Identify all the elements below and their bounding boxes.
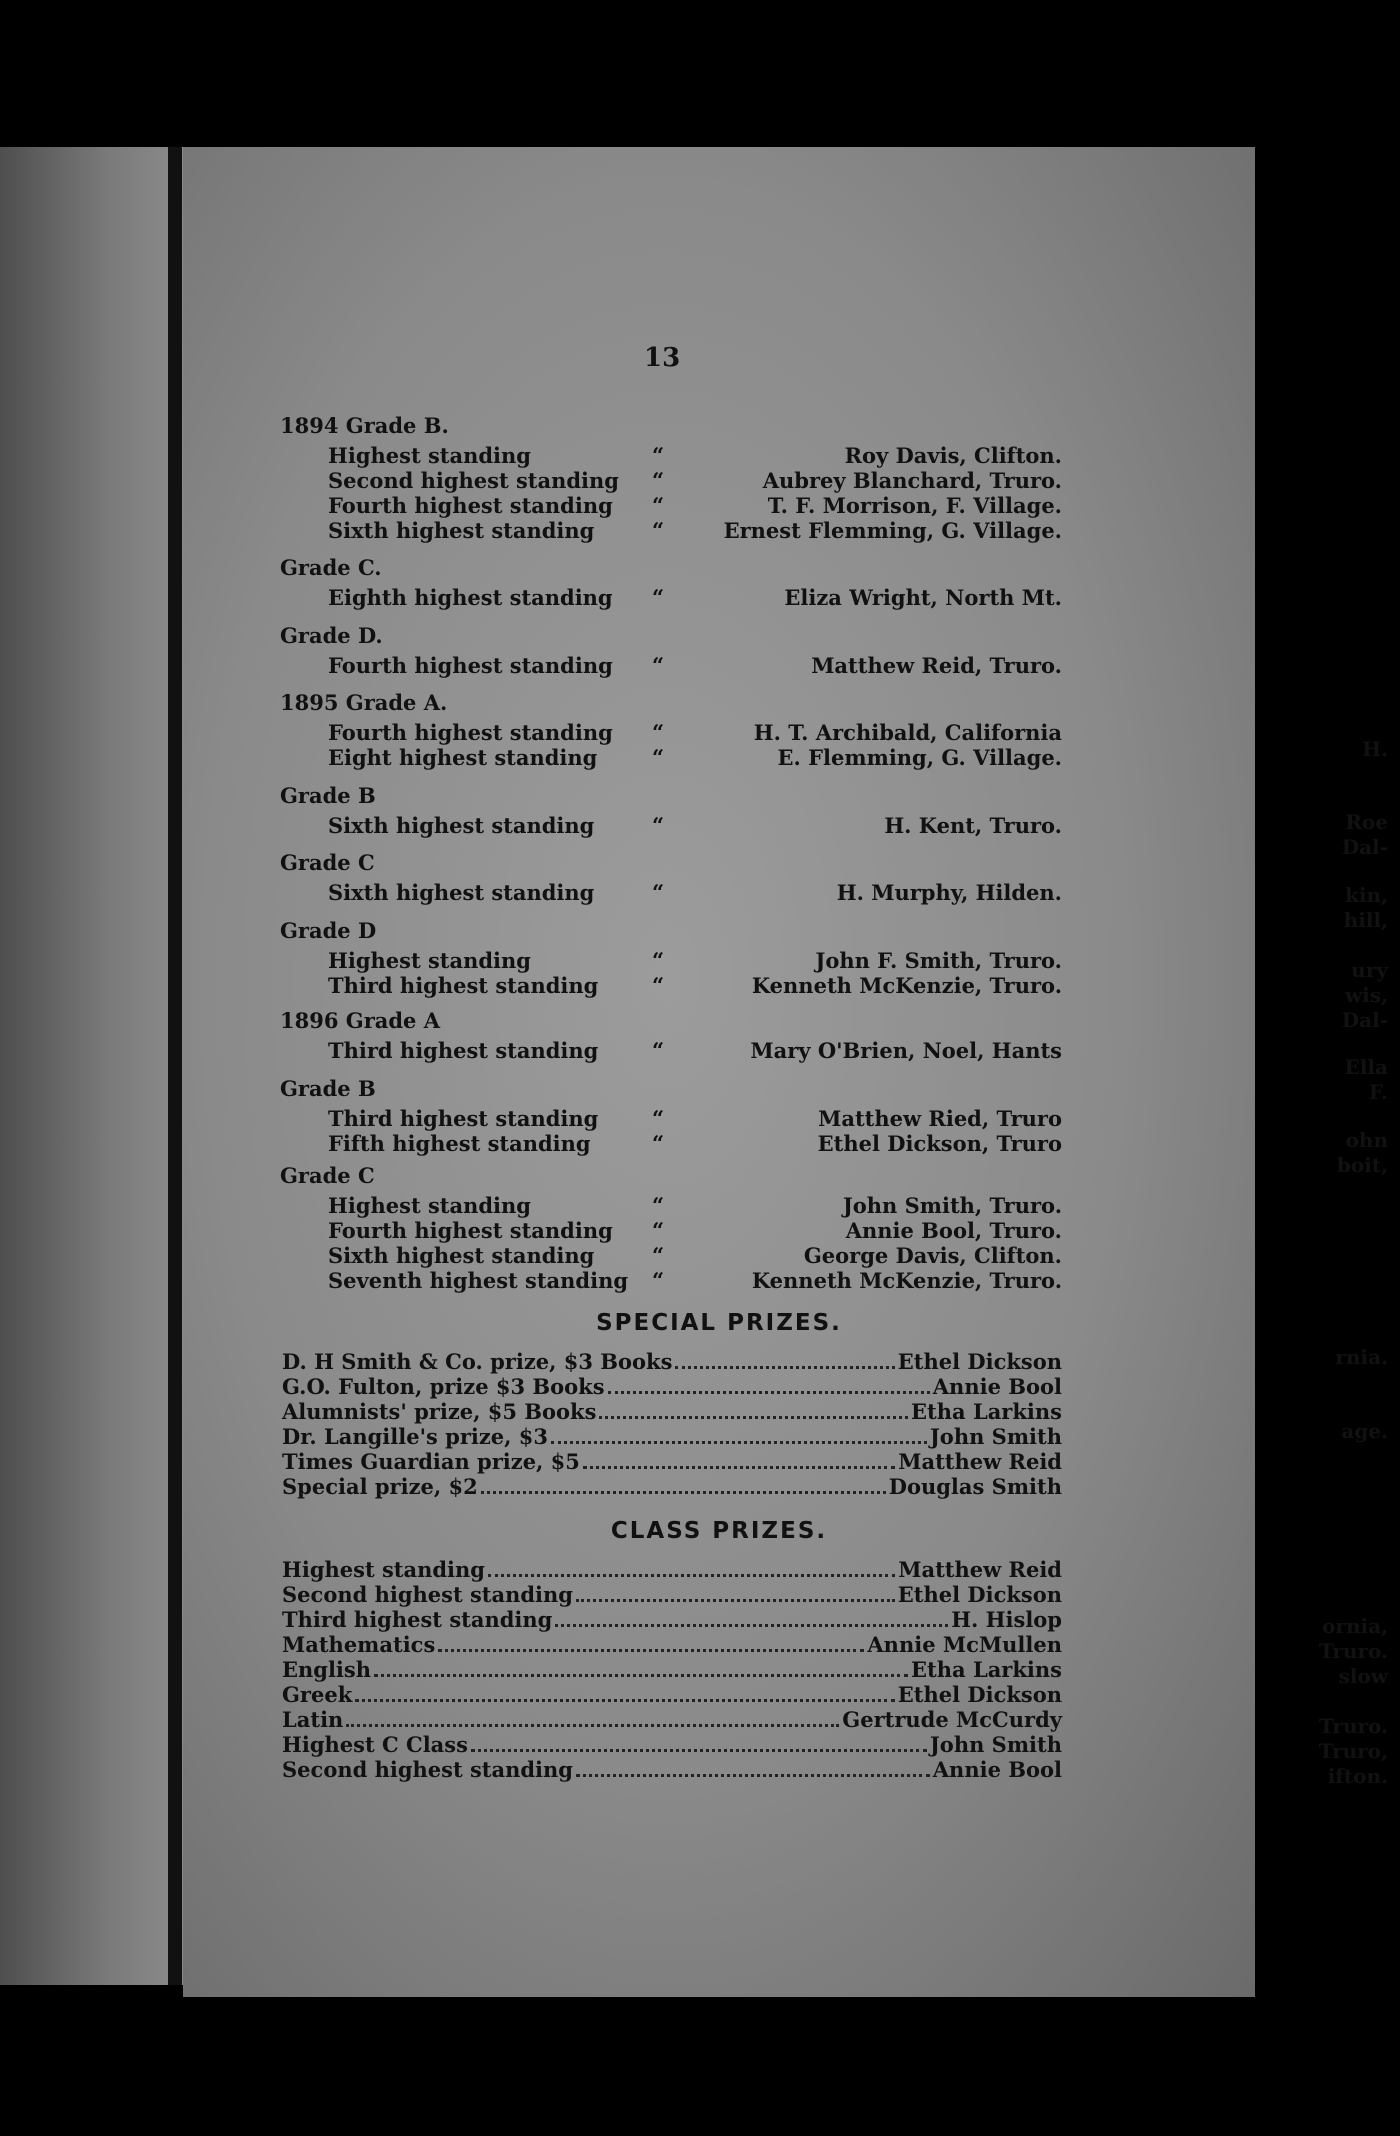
left-page xyxy=(0,147,196,1985)
ditto-mark: “ xyxy=(652,973,665,998)
dot-leader xyxy=(374,1674,908,1677)
left-page-fragment: ifton. xyxy=(1327,1764,1388,1788)
left-page-fragment: kin, xyxy=(1345,883,1388,907)
prize-label: English xyxy=(282,1657,372,1682)
left-page-fragment: ury xyxy=(1351,958,1388,982)
prize-recipient: Matthew Reid xyxy=(898,1449,1062,1474)
grade-heading: Grade C xyxy=(280,1163,375,1188)
prize-recipient: Douglas Smith xyxy=(888,1474,1062,1499)
ditto-mark: “ xyxy=(652,1193,665,1218)
prize-recipient: Ethel Dickson xyxy=(897,1682,1062,1707)
prize-recipient: Etha Larkins xyxy=(911,1399,1062,1424)
ditto-mark: “ xyxy=(652,813,665,838)
ditto-mark: “ xyxy=(652,1268,665,1293)
dot-leader xyxy=(576,1774,930,1777)
grade-heading: 1894 Grade B. xyxy=(280,413,449,438)
grade-heading: Grade C. xyxy=(280,555,382,580)
ditto-mark: “ xyxy=(652,1131,665,1156)
prize-row xyxy=(282,1657,1062,1682)
prize-label: Second highest standing xyxy=(282,1582,573,1607)
standing-row xyxy=(280,720,1062,746)
standing-label: Third highest standing xyxy=(328,1106,599,1131)
ditto-mark: “ xyxy=(652,745,665,770)
recipient-name: H. Murphy, Hilden. xyxy=(836,880,1062,905)
standing-row xyxy=(280,1193,1062,1219)
ditto-mark: “ xyxy=(652,518,665,543)
prize-recipient: John Smith xyxy=(929,1732,1062,1757)
prize-recipient: Matthew Reid xyxy=(898,1557,1062,1582)
prize-row xyxy=(282,1424,1062,1449)
recipient-name: Mary O'Brien, Noel, Hants xyxy=(750,1038,1062,1063)
dot-leader xyxy=(488,1574,895,1577)
standing-label: Sixth highest standing xyxy=(328,518,595,543)
prize-row xyxy=(282,1582,1062,1607)
standing-row xyxy=(280,1243,1062,1269)
prize-row xyxy=(282,1707,1062,1732)
dot-leader xyxy=(675,1366,894,1369)
standing-label: Sixth highest standing xyxy=(328,880,595,905)
left-page-fragment: boit, xyxy=(1336,1153,1388,1177)
left-page-fragment: slow xyxy=(1338,1664,1388,1688)
standing-label: Third highest standing xyxy=(328,1038,599,1063)
recipient-name: Roy Davis, Clifton. xyxy=(844,443,1062,468)
standing-row xyxy=(280,1268,1062,1294)
recipient-name: Kenneth McKenzie, Truro. xyxy=(751,973,1062,998)
grade-heading: Grade B xyxy=(280,1076,376,1101)
prize-row xyxy=(282,1349,1062,1374)
dot-leader xyxy=(555,1624,948,1627)
prize-recipient: Ethel Dickson xyxy=(897,1582,1062,1607)
standing-label: Eight highest standing xyxy=(328,745,598,770)
prize-recipient: Annie Bool xyxy=(932,1374,1062,1399)
prize-row xyxy=(282,1682,1062,1707)
recipient-name: Kenneth McKenzie, Truro. xyxy=(751,1268,1062,1293)
standing-label: Sixth highest standing xyxy=(328,1243,595,1268)
prize-label: Mathematics xyxy=(282,1632,436,1657)
prize-label: Special prize, $2 xyxy=(282,1474,478,1499)
special-prizes-heading: SPECIAL PRIZES. xyxy=(596,1310,842,1336)
grade-heading: Grade D xyxy=(280,918,377,943)
ditto-mark: “ xyxy=(652,653,665,678)
standing-row xyxy=(280,443,1062,469)
left-page-fragment: age. xyxy=(1341,1419,1388,1443)
standing-label: Seventh highest standing xyxy=(328,1268,629,1293)
prize-label: Alumnists' prize, $5 Books xyxy=(282,1399,597,1424)
left-page-fragment: Truro. xyxy=(1319,1714,1388,1738)
recipient-name: T. F. Morrison, F. Village. xyxy=(767,493,1062,518)
recipient-name: Annie Bool, Truro. xyxy=(845,1218,1062,1243)
left-page-fragment: ornia, xyxy=(1322,1614,1388,1638)
left-page-fragment: ohn xyxy=(1345,1128,1388,1152)
grade-heading: Grade C xyxy=(280,850,375,875)
prize-row xyxy=(282,1399,1062,1424)
grade-heading: 1895 Grade A. xyxy=(280,690,448,715)
standing-row xyxy=(280,468,1062,494)
prize-label: Dr. Langille's prize, $3 xyxy=(282,1424,549,1449)
standing-label: Highest standing xyxy=(328,1193,531,1218)
standing-label: Fourth highest standing xyxy=(328,1218,613,1243)
recipient-name: Ethel Dickson, Truro xyxy=(817,1131,1062,1156)
recipient-name: George Davis, Clifton. xyxy=(803,1243,1062,1268)
standing-row xyxy=(280,745,1062,771)
dot-leader xyxy=(599,1416,908,1419)
dot-leader xyxy=(583,1466,895,1469)
standing-row xyxy=(280,493,1062,519)
ditto-mark: “ xyxy=(652,1218,665,1243)
prize-label: Third highest standing xyxy=(282,1607,553,1632)
grade-heading: Grade B xyxy=(280,783,376,808)
standing-row xyxy=(280,973,1062,999)
standing-label: Fifth highest standing xyxy=(328,1131,591,1156)
standing-row xyxy=(280,813,1062,839)
prize-label: G.O. Fulton, prize $3 Books xyxy=(282,1374,605,1399)
dot-leader xyxy=(471,1749,927,1752)
left-page-fragment: H. xyxy=(1362,737,1388,761)
standing-label: Fourth highest standing xyxy=(328,493,613,518)
prize-label: Greek xyxy=(282,1682,353,1707)
recipient-name: E. Flemming, G. Village. xyxy=(777,745,1062,770)
prize-label: Second highest standing xyxy=(282,1757,573,1782)
prize-row xyxy=(282,1732,1062,1757)
ditto-mark: “ xyxy=(652,880,665,905)
standing-row xyxy=(280,880,1062,906)
recipient-name: H. T. Archibald, California xyxy=(753,720,1062,745)
recipient-name: Matthew Reid, Truro. xyxy=(811,653,1062,678)
prize-recipient: Gertrude McCurdy xyxy=(842,1707,1062,1732)
standing-label: Highest standing xyxy=(328,948,531,973)
dot-leader xyxy=(438,1649,864,1652)
prize-recipient: Annie McMullen xyxy=(867,1632,1062,1657)
prize-row xyxy=(282,1757,1062,1782)
prize-recipient: Ethel Dickson xyxy=(897,1349,1062,1374)
standing-row xyxy=(280,653,1062,679)
recipient-name: H. Kent, Truro. xyxy=(884,813,1062,838)
prize-label: Latin xyxy=(282,1707,344,1732)
dot-leader xyxy=(481,1491,886,1494)
standing-row xyxy=(280,948,1062,974)
prize-recipient: Annie Bool xyxy=(932,1757,1062,1782)
dot-leader xyxy=(346,1724,839,1727)
recipient-name: Aubrey Blanchard, Truro. xyxy=(762,468,1062,493)
prize-recipient: H. Hislop xyxy=(951,1607,1062,1632)
prize-label: Times Guardian prize, $5 xyxy=(282,1449,580,1474)
dot-leader xyxy=(551,1441,927,1444)
standing-label: Second highest standing xyxy=(328,468,619,493)
ditto-mark: “ xyxy=(652,948,665,973)
prize-row xyxy=(282,1632,1062,1657)
left-page-fragment: Truro, xyxy=(1318,1739,1388,1763)
grade-heading: 1896 Grade A xyxy=(280,1008,441,1033)
prize-recipient: Etha Larkins xyxy=(911,1657,1062,1682)
left-page-fragment: Ella xyxy=(1344,1055,1388,1079)
prize-label: D. H Smith & Co. prize, $3 Books xyxy=(282,1349,673,1374)
left-page-fragment: hill, xyxy=(1343,908,1388,932)
prize-label: Highest standing xyxy=(282,1557,485,1582)
prize-row xyxy=(282,1474,1062,1499)
dot-leader xyxy=(576,1599,895,1602)
page-number: 13 xyxy=(644,343,681,373)
standing-row xyxy=(280,1106,1062,1132)
ditto-mark: “ xyxy=(652,720,665,745)
ditto-mark: “ xyxy=(652,1243,665,1268)
recipient-name: Ernest Flemming, G. Village. xyxy=(723,518,1062,543)
ditto-mark: “ xyxy=(652,443,665,468)
standing-row xyxy=(280,1218,1062,1244)
standing-row xyxy=(280,1038,1062,1064)
left-page-fragment: Truro. xyxy=(1319,1639,1388,1663)
ditto-mark: “ xyxy=(652,1038,665,1063)
left-page-fragment: Dal- xyxy=(1341,835,1388,859)
standing-label: Fourth highest standing xyxy=(328,653,613,678)
standing-row xyxy=(280,585,1062,611)
dot-leader xyxy=(355,1699,894,1702)
standing-label: Eighth highest standing xyxy=(328,585,613,610)
left-page-fragment: Dal- xyxy=(1341,1008,1388,1032)
ditto-mark: “ xyxy=(652,1106,665,1131)
prize-row xyxy=(282,1557,1062,1582)
standing-label: Fourth highest standing xyxy=(328,720,613,745)
prize-row xyxy=(282,1449,1062,1474)
standing-label: Sixth highest standing xyxy=(328,813,595,838)
recipient-name: Matthew Ried, Truro xyxy=(818,1106,1062,1131)
page-gutter xyxy=(168,147,182,1985)
standing-row xyxy=(280,518,1062,544)
left-page-fragment: Roe xyxy=(1345,810,1388,834)
left-page-fragment: rnia. xyxy=(1335,1345,1388,1369)
standing-row xyxy=(280,1131,1062,1157)
standing-label: Third highest standing xyxy=(328,973,599,998)
left-page-fragment: F. xyxy=(1368,1080,1388,1104)
recipient-name: John F. Smith, Truro. xyxy=(815,948,1062,973)
standing-label: Highest standing xyxy=(328,443,531,468)
class-prizes-heading: CLASS PRIZES. xyxy=(610,1518,828,1544)
ditto-mark: “ xyxy=(652,468,665,493)
left-page-fragment: wis, xyxy=(1344,983,1388,1007)
ditto-mark: “ xyxy=(652,585,665,610)
grade-heading: Grade D. xyxy=(280,623,383,648)
prize-row xyxy=(282,1607,1062,1632)
prize-recipient: John Smith xyxy=(929,1424,1062,1449)
prize-row xyxy=(282,1374,1062,1399)
recipient-name: John Smith, Truro. xyxy=(842,1193,1062,1218)
recipient-name: Eliza Wright, North Mt. xyxy=(784,585,1062,610)
prize-label: Highest C Class xyxy=(282,1732,468,1757)
dot-leader xyxy=(608,1391,930,1394)
ditto-mark: “ xyxy=(652,493,665,518)
